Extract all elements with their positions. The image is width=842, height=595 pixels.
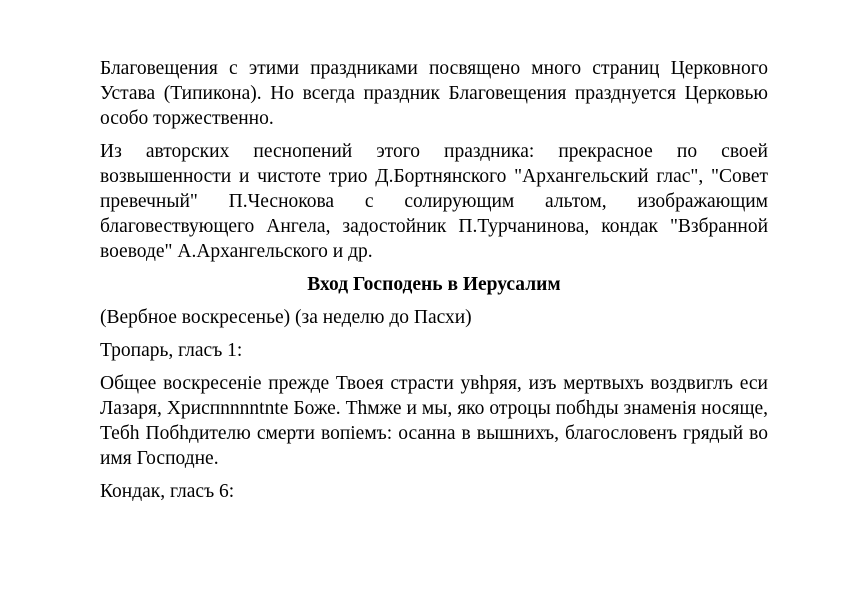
troparion-label: Тропарь, гласъ 1: [100,340,243,361]
paragraph-annunciation-hymns: Из авторских песнопений этого праздника: прекрасное по своей возвышенности и чистоте трио Д.Бортнянского "Архангельский глас", "Совет превечный" П.Чеснокова с солирующим альтом, изображающим благовествующего Ангела, задостойник П.Турчанинова, кондак "Взбранной воеводе" А.Архангельского и др. [100,141,768,262]
kontakion-label: Кондак, гласъ 6: [100,481,235,502]
paragraph-annunciation-typikon: Благовещения с этими праздниками посвящено много страниц Церковного Устава (Типикона). Но всегда праздник Благовещения празднуется Церковью особо торжественно. [100,58,768,129]
section-heading: Вход Господень в Иерусалим [307,274,561,295]
section-subtitle: (Вербное воскресенье) (за неделю до Пасхи) [100,307,472,328]
document-page [100,56,768,512]
troparion-text: Общее воскресеніе прежде Твоея страсти увhряя, изъ мертвыхъ воздвиглъ еси Лазаря, Хриспnnnntntе Боже. Thмже и мы, яко отроцы побhды знаменія носяще, Тебh Побhдителю смерти вопіемъ: осанна в вышнихъ, благословенъ грядый во имя Господне. [100,373,768,469]
